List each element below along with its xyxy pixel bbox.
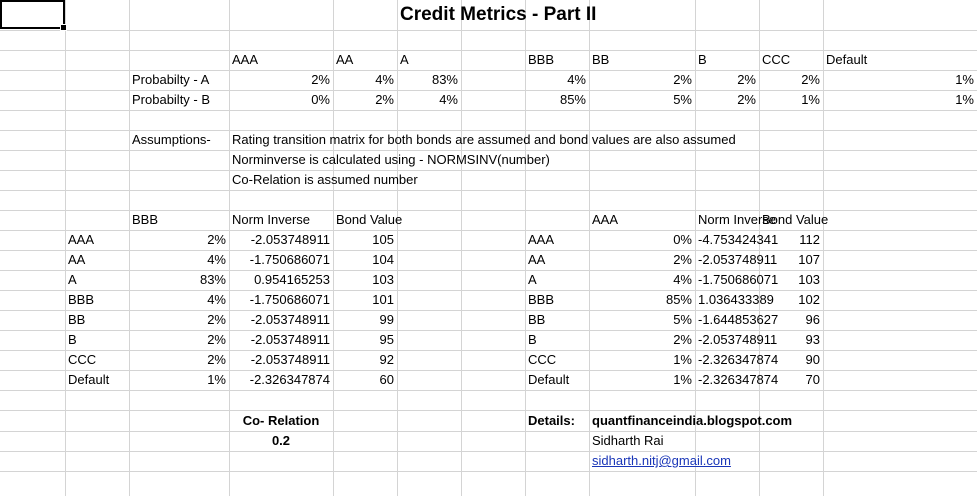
probability-value: 2% [311, 72, 330, 87]
probability-value: 2% [737, 92, 756, 107]
column-gridline [461, 0, 462, 496]
probability-value: 4% [375, 72, 394, 87]
right-table-norm-inverse: -1.750686071 [698, 272, 779, 287]
right-table-probability: 0% [673, 232, 692, 247]
left-table-probability: 4% [207, 292, 226, 307]
right-table-bond-value: 90 [805, 352, 820, 367]
right-table-header: Norm Inverse [698, 212, 777, 227]
left-table-bond-value: 105 [372, 232, 394, 247]
left-table-bond-value: 60 [379, 372, 394, 387]
right-table-norm-inverse: -2.053748911 [698, 332, 778, 347]
right-table-bond-value: 70 [805, 372, 820, 387]
left-table-rating: BB [68, 312, 86, 327]
right-table-probability: 5% [673, 312, 692, 327]
right-table-norm-inverse: -2.053748911 [698, 252, 778, 267]
rating-column-header: BB [592, 52, 610, 67]
left-table-bond-value: 103 [372, 272, 394, 287]
right-table-norm-inverse: -2.326347874 [698, 352, 779, 367]
right-table-norm-inverse: -4.753424341 [698, 232, 779, 247]
left-table-rating: A [68, 272, 77, 287]
right-table-probability: 1% [673, 352, 692, 367]
left-table-probability: 4% [207, 252, 226, 267]
probability-value: 1% [801, 92, 820, 107]
probability-value: 2% [673, 72, 692, 87]
left-table-rating: AAA [68, 232, 95, 247]
left-table-header: BBB [132, 212, 159, 227]
left-table-rating: AA [68, 252, 86, 267]
right-table-bond-value: 96 [805, 312, 820, 327]
left-table-norm-inverse: -2.326347874 [249, 372, 330, 387]
left-table-header: Norm Inverse [232, 212, 311, 227]
right-table-bond-value: 107 [798, 252, 820, 267]
blog-url: quantfinanceindia.blogspot.com [592, 413, 793, 428]
row-gridline [0, 390, 977, 391]
left-table-bond-value: 92 [379, 352, 394, 367]
left-table-bond-value: 99 [379, 312, 394, 327]
right-table-rating: B [528, 332, 537, 347]
row-gridline [0, 451, 977, 452]
left-table-norm-inverse: -2.053748911 [250, 352, 330, 367]
left-table-probability: 2% [207, 352, 226, 367]
right-table-probability: 4% [673, 272, 692, 287]
probability-value: 4% [439, 92, 458, 107]
right-table-rating: A [528, 272, 537, 287]
rating-column-header: CCC [762, 52, 791, 67]
left-table-probability: 2% [207, 332, 226, 347]
right-table-bond-value: 103 [798, 272, 820, 287]
row-gridline [0, 410, 977, 411]
left-table-rating: B [68, 332, 77, 347]
left-table-rating: BBB [68, 292, 95, 307]
right-table-probability: 85% [665, 292, 692, 307]
left-table-norm-inverse: -1.750686071 [249, 292, 330, 307]
left-table-bond-value: 104 [372, 252, 394, 267]
right-table-probability: 2% [673, 332, 692, 347]
rating-column-header: AAA [232, 52, 259, 67]
left-table-norm-inverse: 0.954165253 [254, 272, 330, 287]
probability-value: 5% [673, 92, 692, 107]
correlation-value: 0.2 [271, 433, 291, 448]
probability-value: 1% [955, 72, 974, 87]
left-table-norm-inverse: -2.053748911 [250, 332, 330, 347]
left-table-rating: CCC [68, 352, 97, 367]
fill-handle[interactable] [60, 24, 67, 31]
rating-column-header: B [698, 52, 707, 67]
left-table-probability: 2% [207, 232, 226, 247]
rating-column-header: BBB [528, 52, 555, 67]
right-table-probability: 1% [673, 372, 692, 387]
correlation-label: Co- Relation [242, 413, 320, 428]
right-table-norm-inverse: -1.644853627 [698, 312, 779, 327]
probability-value: 1% [955, 92, 974, 107]
assumption-line: Co-Relation is assumed number [232, 172, 418, 187]
right-table-bond-value: 102 [798, 292, 820, 307]
right-table-bond-value: 93 [805, 332, 820, 347]
left-table-probability: 83% [199, 272, 226, 287]
right-table-bond-value: 112 [799, 232, 820, 247]
left-table-rating: Default [68, 372, 110, 387]
row-gridline [0, 471, 977, 472]
probability-value: 2% [375, 92, 394, 107]
active-cell-selection[interactable] [0, 0, 65, 29]
left-table-bond-value: 95 [379, 332, 394, 347]
probability-value: 2% [737, 72, 756, 87]
row-gridline [0, 110, 977, 111]
rating-column-header: A [400, 52, 409, 67]
details-label: Details: [528, 413, 575, 428]
probability-value: 83% [431, 72, 458, 87]
row-gridline [0, 431, 977, 432]
right-table-rating: Default [528, 372, 570, 387]
left-table-bond-value: 101 [372, 292, 394, 307]
assumptions-label: Assumptions- [132, 132, 211, 147]
probability-row-label: Probabilty - A [132, 72, 210, 87]
row-gridline [0, 30, 977, 31]
right-table-rating: AA [528, 252, 546, 267]
right-table-header: Bond Value [762, 212, 829, 227]
probability-value: 2% [801, 72, 820, 87]
right-table-norm-inverse: 1.036433389 [698, 292, 774, 307]
left-table-probability: 1% [207, 372, 226, 387]
probability-value: 0% [311, 92, 330, 107]
left-table-probability: 2% [207, 312, 226, 327]
row-gridline [0, 190, 977, 191]
right-table-rating: AAA [528, 232, 555, 247]
assumption-line: Rating transition matrix for both bonds are assumed and bond values are also assumed [232, 132, 736, 147]
probability-row-label: Probabilty - B [132, 92, 211, 107]
right-table-rating: BB [528, 312, 546, 327]
right-table-header: AAA [592, 212, 619, 227]
right-table-rating: BBB [528, 292, 555, 307]
rating-column-header: Default [826, 52, 868, 67]
right-table-norm-inverse: -2.326347874 [698, 372, 779, 387]
left-table-norm-inverse: -1.750686071 [249, 252, 330, 267]
left-table-norm-inverse: -2.053748911 [250, 232, 330, 247]
right-table-rating: CCC [528, 352, 557, 367]
email-link[interactable]: sidharth.nitj@gmail.com [592, 453, 731, 468]
rating-column-header: AA [336, 52, 354, 67]
author-name: Sidharth Rai [592, 433, 664, 448]
probability-value: 4% [567, 72, 586, 87]
assumption-line: Norminverse is calculated using - NORMSINV(number) [232, 152, 550, 167]
left-table-norm-inverse: -2.053748911 [250, 312, 330, 327]
probability-value: 85% [559, 92, 586, 107]
right-table-probability: 2% [673, 252, 692, 267]
page-title: Credit Metrics - Part II [400, 4, 597, 25]
left-table-header: Bond Value [336, 212, 403, 227]
